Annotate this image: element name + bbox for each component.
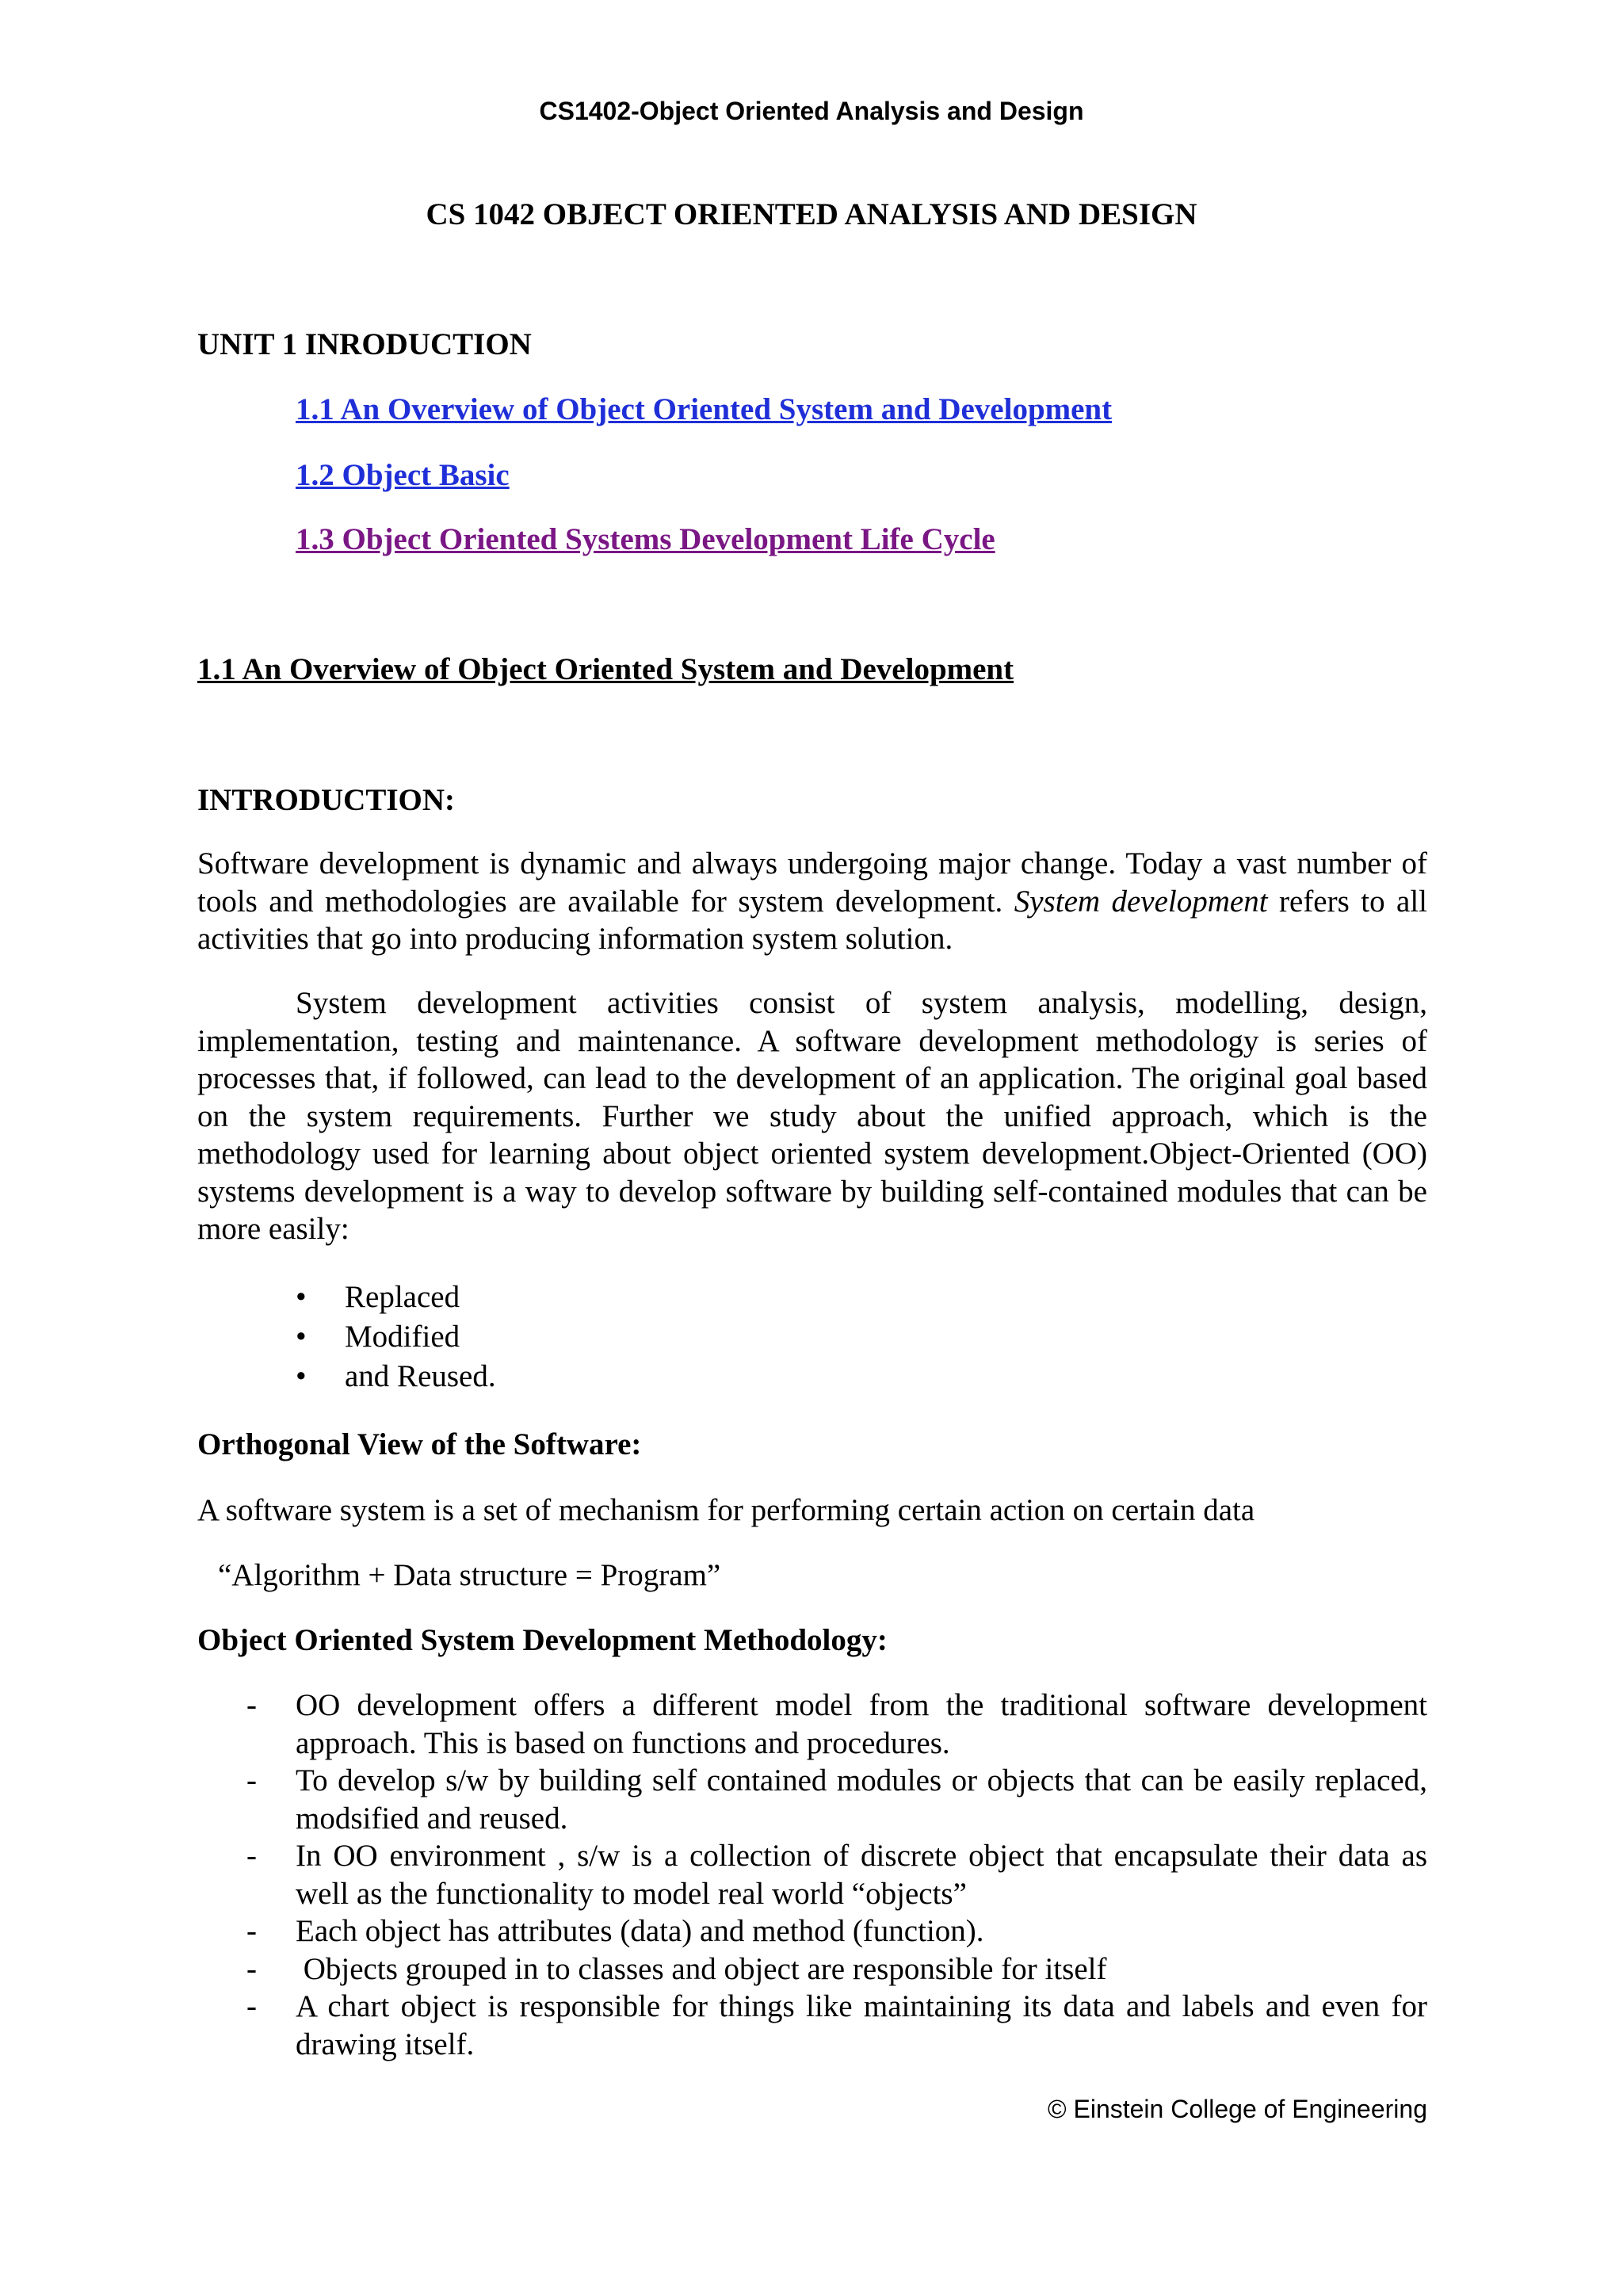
intro-paragraph-2: System development activities consist of system analysis, modelling, design, implementation, testing and maintenance. A software development methodology is series of processes that, if followed, can lead to the development of an application. The original goal based on the system requirements. Further we study about the unified approach, which is the methodology used for learning about object oriented system development.Object-Oriented (OO) systems development is a way to develop software by building self-contained modules that can be more easily: bbox=[197, 986, 1427, 1246]
list-item bbox=[197, 1762, 1427, 1837]
intro-paragraph-1 bbox=[197, 845, 1427, 958]
toc-link-life-cycle[interactable]: 1.3 Object Oriented Systems Development Life Cycle bbox=[296, 522, 995, 556]
bullet-icon: • bbox=[296, 1320, 307, 1354]
intro-heading: INTRODUCTION: bbox=[197, 783, 456, 817]
list-item-text: Modified bbox=[345, 1320, 460, 1354]
list-item bbox=[197, 1317, 1427, 1357]
list-item-text: In OO environment , s/w is a collection of discrete object that encapsulate their data as well as the functionality to model real world “objects” bbox=[296, 1839, 1427, 1911]
bullet-icon: • bbox=[296, 1280, 307, 1314]
dash-icon: - bbox=[246, 1914, 257, 1948]
dash-icon: - bbox=[246, 1989, 257, 2023]
toc-link-overview[interactable]: 1.1 An Overview of Object Oriented System and Development bbox=[296, 392, 1113, 426]
list-item-text: Objects grouped in to classes and object are responsible for itself bbox=[296, 1951, 1107, 1986]
list-item bbox=[197, 1278, 1427, 1317]
orthogonal-text: A software system is a set of mechanism for performing certain action on certain data bbox=[197, 1493, 1255, 1527]
intro-paragraph-1-rest: refers to all activities that go into producing information system solution. bbox=[197, 884, 1428, 956]
list-item-text: To develop s/w by building self contained modules or objects that can be easily replaced, modsified and reused. bbox=[296, 1763, 1427, 1836]
list-item-text: Each object has attributes (data) and method (function). bbox=[296, 1914, 984, 1948]
dash-icon: - bbox=[246, 1688, 257, 1722]
intro-paragraph-1-text: Software development is dynamic and always undergoing major change. Today a vast number of tools and methodologies are available for system development. bbox=[197, 846, 1427, 919]
methodology-list bbox=[197, 1687, 1427, 2063]
list-item bbox=[197, 1687, 1427, 1762]
footer-copyright: © Einstein College of Engineering bbox=[1048, 2095, 1427, 2123]
list-item-text: Replaced bbox=[345, 1280, 460, 1314]
list-item-text: A chart object is responsible for things like maintaining its data and labels and even for drawing itself. bbox=[296, 1989, 1427, 2061]
list-item bbox=[197, 1357, 1427, 1396]
orthogonal-heading: Orthogonal View of the Software: bbox=[197, 1427, 642, 1461]
bullet-icon: • bbox=[296, 1359, 307, 1393]
list-item bbox=[197, 1950, 1427, 1988]
list-item bbox=[197, 1912, 1427, 1950]
running-header: CS1402-Object Oriented Analysis and Design bbox=[539, 97, 1084, 125]
list-item-text: and Reused. bbox=[345, 1359, 496, 1393]
document-title: CS 1042 OBJECT ORIENTED ANALYSIS AND DESIGN bbox=[426, 197, 1197, 231]
dash-icon: - bbox=[246, 1763, 257, 1797]
bullet-list bbox=[197, 1278, 1427, 1396]
methodology-heading: Object Oriented System Development Methodology: bbox=[197, 1623, 888, 1657]
list-item-text: OO development offers a different model from the traditional software development approach. This is based on functions and procedures. bbox=[296, 1688, 1427, 1760]
intro-paragraph-1-italic: System development bbox=[1014, 884, 1268, 919]
unit-title: UNIT 1 INRODUCTION bbox=[197, 327, 532, 361]
toc-link-object-basic[interactable]: 1.2 Object Basic bbox=[296, 458, 510, 492]
dash-icon: - bbox=[246, 1951, 257, 1986]
list-item bbox=[197, 1837, 1427, 1912]
formula-text: “Algorithm + Data structure = Program” bbox=[218, 1558, 721, 1592]
section-heading: 1.1 An Overview of Object Oriented System and Development bbox=[197, 652, 1014, 686]
list-item bbox=[197, 1988, 1427, 2063]
dash-icon: - bbox=[246, 1839, 257, 1873]
